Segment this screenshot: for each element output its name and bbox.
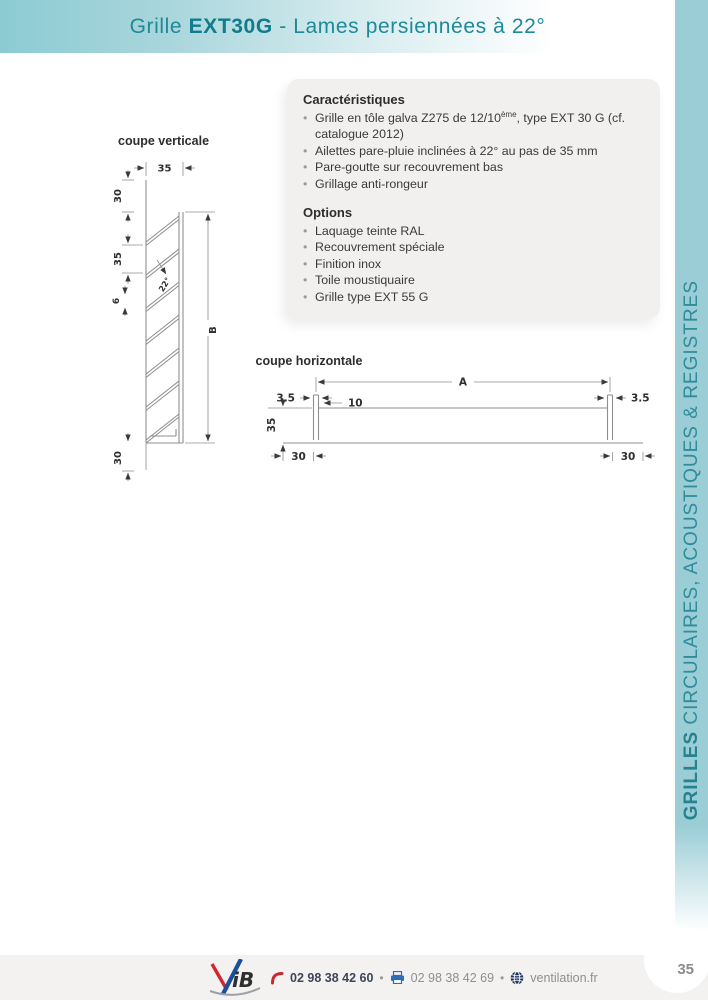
dim-label-flange-left: 3.5 <box>276 392 295 405</box>
bullet-icon: • <box>303 256 308 271</box>
dim-label-flange-right: 3.5 <box>631 392 650 405</box>
characteristic-text: Grillage anti-rongeur <box>315 176 428 191</box>
option-text: Laquage teinte RAL <box>315 224 425 239</box>
dim-label-height: B <box>208 326 219 334</box>
bullet-icon: • <box>303 160 308 175</box>
page-title-prefix: Grille <box>129 14 189 38</box>
list-item <box>303 256 644 272</box>
dim-label-depth: 35 <box>266 417 278 433</box>
option-text: Toile moustiquaire <box>315 273 415 288</box>
list-item <box>303 159 644 175</box>
options-title: Options <box>303 205 353 221</box>
category-label-bold: GRILLES <box>680 730 702 820</box>
characteristic-text-sup: ème <box>500 109 517 119</box>
horizontal-section-drawing <box>262 372 662 472</box>
option-text: Grille type EXT 55 G <box>315 289 429 304</box>
globe-icon <box>510 971 524 985</box>
page-title <box>130 15 546 39</box>
bullet-icon: • <box>303 143 308 158</box>
list-item <box>303 239 644 255</box>
phone-icon <box>270 971 284 985</box>
option-text: Finition inox <box>315 256 382 271</box>
category-label-rest: CIRCULAIRES, ACOUSTIQUES & REGISTRES <box>680 279 702 731</box>
footer-corner-decoration <box>644 927 708 993</box>
bullet-icon: • <box>303 240 308 255</box>
list-item <box>303 272 644 288</box>
vib-logo <box>208 959 262 997</box>
list-item <box>303 176 644 192</box>
horizontal-section-title-text: coupe horizontale <box>255 354 363 368</box>
horizontal-section-title <box>0 354 708 368</box>
dim-label-bottom: 30 <box>113 451 124 465</box>
page-number: 35 <box>677 961 694 978</box>
fax-number: 02 98 38 42 69 <box>410 970 495 985</box>
separator-dot: • <box>379 970 384 985</box>
list-item <box>303 143 644 159</box>
characteristic-text-post: , type EXT 30 G (cf. catalogue 2012) <box>315 111 626 142</box>
phone-number: 02 98 38 42 60 <box>290 970 374 985</box>
list-item <box>303 110 644 143</box>
page-title-suffix: - Lames persiennées à 22° <box>272 14 546 38</box>
dim-label-overlap-right: 30 <box>620 451 636 463</box>
footer <box>0 955 708 1000</box>
vertical-section-drawing <box>105 150 235 485</box>
bullet-icon: • <box>303 273 308 288</box>
dim-label-inset: 10 <box>348 397 363 410</box>
page-title-model: EXT30G <box>188 14 273 38</box>
characteristic-text: Ailettes pare-pluie inclinées à 22° au pas de 35 mm <box>315 143 598 158</box>
dim-label-top: 30 <box>113 189 124 203</box>
separator-dot: • <box>500 970 505 985</box>
bullet-icon: • <box>303 111 308 125</box>
options-list <box>303 223 644 305</box>
dim-label-width: A <box>458 376 468 389</box>
vertical-section-title: coupe verticale <box>118 134 210 148</box>
website-link[interactable]: ventilation.fr <box>530 970 598 985</box>
list-item <box>303 289 644 305</box>
option-text: Recouvrement spéciale <box>315 240 445 255</box>
characteristic-text <box>315 110 644 143</box>
bullet-icon: • <box>303 176 308 191</box>
svg-text:iB: iB <box>232 967 255 992</box>
contact-line <box>270 971 598 985</box>
characteristic-text-pre: Grille en tôle galva Z275 de 12/10 <box>315 111 501 125</box>
dim-label-gap: 6 <box>112 297 122 305</box>
characteristics-title: Caractéristiques <box>303 92 405 107</box>
category-sidebar <box>675 0 708 960</box>
footer-content <box>208 955 598 1000</box>
info-box <box>287 79 660 319</box>
characteristics-list <box>303 110 644 192</box>
header-band <box>0 0 675 53</box>
list-item <box>303 223 644 239</box>
dim-label-width: 35 <box>157 163 172 175</box>
bullet-icon: • <box>303 289 308 304</box>
fax-icon <box>390 971 405 984</box>
bullet-icon: • <box>303 224 308 239</box>
dim-label-pitch: 35 <box>113 252 124 266</box>
dim-label-overlap-left: 30 <box>291 451 306 463</box>
dim-label-angle: 22° <box>157 275 173 294</box>
characteristic-text: Pare-goutte sur recouvrement bas <box>315 160 504 175</box>
